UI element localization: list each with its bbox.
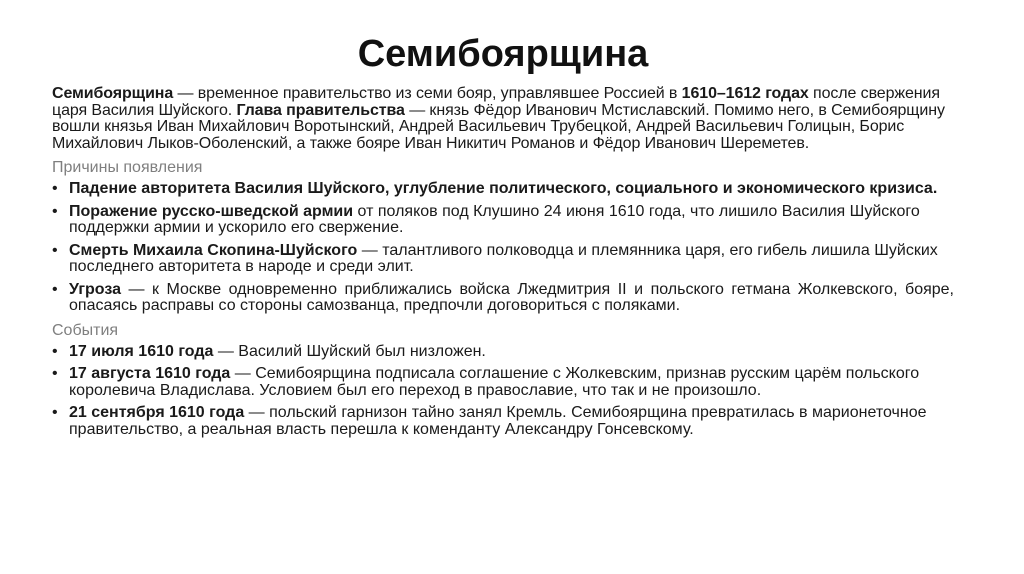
list-item [52,204,954,237]
item-bold-text: Поражение русско-шведской армии [69,202,354,220]
intro-text-1: — временное правительство из семи бояр, управлявшее Россией в [173,85,682,102]
list-item [52,243,954,276]
list-item [52,181,954,198]
intro-paragraph [52,86,954,152]
intro-years: 1610–1612 годах [681,85,809,102]
intro-head-label: Глава правительства [236,101,405,119]
causes-heading: Причины появления [52,159,203,176]
intro-text-3: — князь Фёдор Иванович Мстиславский. Помимо него, в Семибоярщину вошли князья Иван Михайлович Воротынский, Андрей Васильевич Трубецкой, Андрей Васильевич Голицын, Борис Михайлович Лыков-Оболенский, а также бояре Иван Никитич Романов и Фёдор Иванович Шереметев. [52,101,945,152]
intro-text-2: после свержения царя Василия Шуйского. [52,85,940,119]
list-item [52,282,954,315]
list-item [52,344,954,361]
item-bold-text: 17 июля 1610 года [69,342,214,360]
item-text: — Семибоярщина подписала соглашение с Жолкевским, признав русским царём польского королевича Владислава. Условием был его переход в православие, что так и не произошло. [69,365,920,399]
bullet-icon: • [52,365,58,382]
list-item [52,366,954,399]
list-item [52,405,954,438]
bullet-icon: • [52,280,58,298]
item-bold-text: Смерть Михаила Скопина-Шуйского [69,241,358,259]
item-text: — талантливого полководца и племянника царя, его гибель лишила Шуйских последнего авторитета в народе и среди элит. [69,241,938,275]
item-bold-text: 17 августа 1610 года [69,365,231,382]
intro-term: Семибоярщина [52,85,174,102]
slide-title: Семибоярщина [357,33,649,75]
events-list [52,344,954,439]
events-heading: События [52,321,119,339]
item-bold-text: Угроза [69,280,121,298]
item-text: — польский гарнизон тайно занял Кремль. Семибоярщина превратилась в марионеточное правительство, а реальная власть перешла к коменданту Александру Гонсевскому. [69,404,927,438]
bullet-icon: • [52,180,58,197]
item-text: — к Москве одновременно приближались войска Лжедмитрия II и польского гетмана Жолкевского, бояре, опасаясь расправы со стороны самозванца, предпочли договориться с поляками. [69,280,954,314]
bullet-icon: • [52,241,58,259]
bullet-icon: • [52,342,58,360]
bullet-icon: • [52,404,58,421]
item-bold-text: 21 сентября 1610 года [69,404,245,421]
causes-list [52,181,954,315]
item-bold-text: Падение авторитета Василия Шуйского, углубление политического, социального и экономического кризиса. [69,180,938,197]
item-text: — Василий Шуйский был низложен. [213,342,486,360]
bullet-icon: • [52,202,58,220]
item-text: от поляков под Клушино 24 июня 1610 года, что лишило Василия Шуйского поддержки армии и ускорило его свержение. [69,202,920,236]
